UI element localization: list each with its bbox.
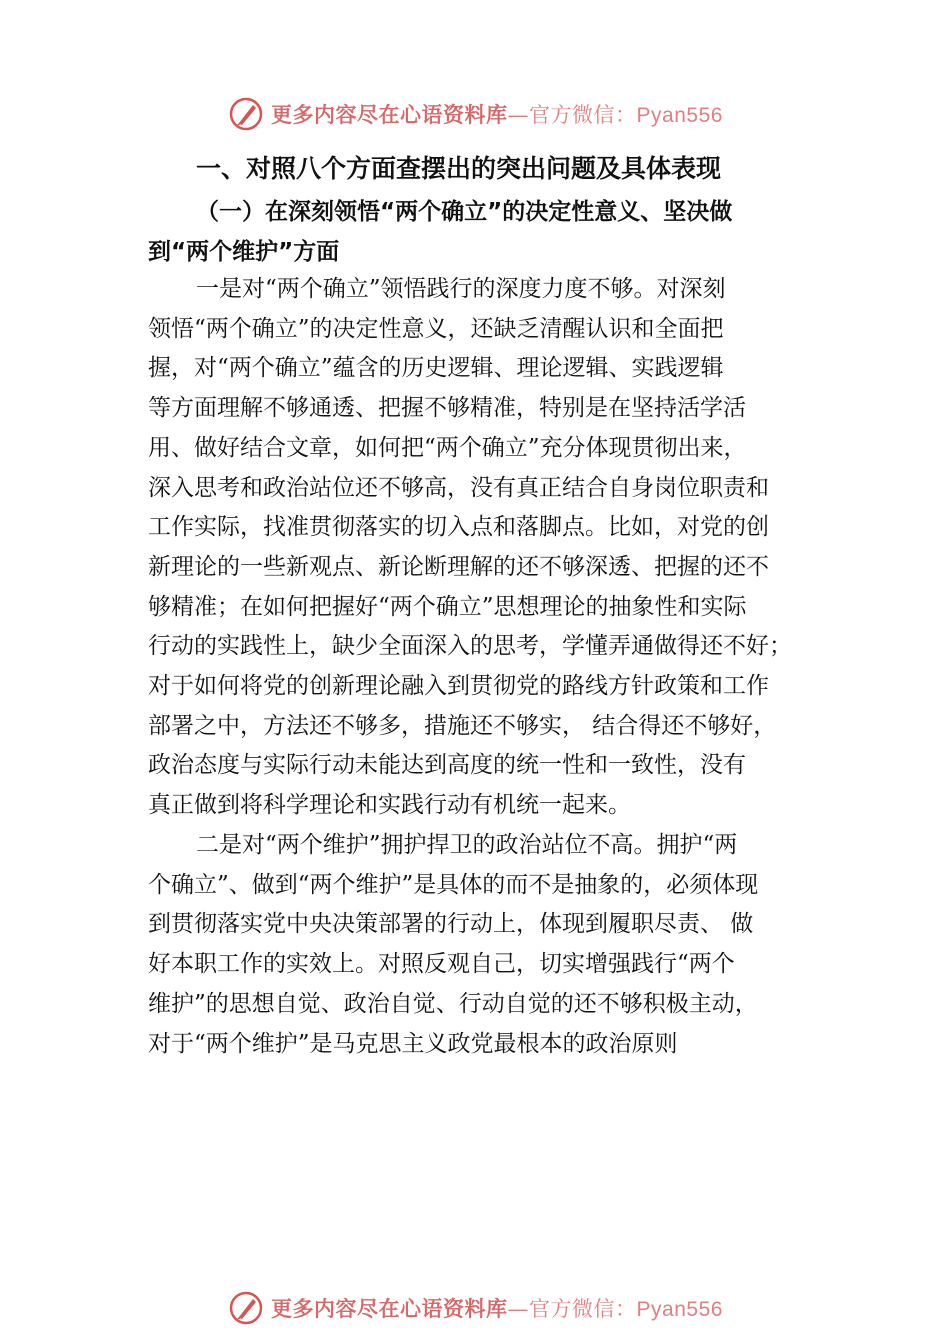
paragraph-line: 行动的实践性上，缺少全面深入的思考，学懂弄通做得还不好； [148, 633, 792, 660]
subheading-line: （一）在深刻领悟“两个确立”的决定性意义、坚决做 [196, 199, 733, 225]
paragraph-line: 到贯彻落实党中央决策部署的行动上，体现到履职尽责、 做 [148, 911, 754, 938]
paragraph-line: 握，对“两个确立”蕴含的历史逻辑、理论逻辑、实践逻辑 [148, 355, 724, 382]
footer-banner [0, 1286, 950, 1330]
subheading-line: 到“两个维护”方面 [148, 239, 340, 265]
banner-separator: — [507, 103, 530, 127]
paragraph-line: 政治态度与实际行动未能达到高度的统一性和一致性，没有 [148, 752, 746, 779]
paragraph-2 [148, 826, 848, 1064]
paragraph-line: 真正做到将科学理论和实践行动有机统一起来。 [148, 792, 631, 819]
subsection-heading [148, 192, 828, 272]
banner-text [271, 1293, 723, 1323]
header-banner [0, 92, 950, 136]
paragraph-line: 用、做好结合文章，如何把“两个确立”充分体现贯彻出来， [148, 434, 747, 461]
paragraph-line: 够精准；在如何把握好“两个确立”思想理论的抽象性和实际 [148, 593, 747, 620]
banner-separator: — [507, 1297, 530, 1321]
banner-wechat: 官方微信：Pyan556 [529, 1298, 723, 1321]
paragraph-line: 深入思考和政治站位还不够高，没有真正结合自身岗位职责和 [148, 474, 769, 501]
paragraph-line: 二是对“两个维护”拥护捍卫的政治站位不高。拥护“两 [196, 832, 738, 858]
paragraph-line: 领悟“两个确立”的决定性意义，还缺乏清醒认识和全面把 [148, 315, 724, 342]
pen-nib-logo-icon [227, 95, 265, 133]
paragraph-line: 等方面理解不够通透、把握不够精准，特别是在坚持活学活 [148, 395, 746, 422]
banner-wechat: 官方微信：Pyan556 [529, 104, 723, 127]
paragraph-line: 工作实际，找准贯彻落实的切入点和落脚点。比如，对党的创 [148, 514, 769, 541]
paragraph-line: 个确立”、做到“两个维护”是具体的而不是抽象的，必须体现 [148, 871, 759, 898]
banner-brand: 更多内容尽在心语资料库 [271, 1296, 508, 1321]
paragraph-line: 一是对“两个确立”领悟践行的深度力度不够。对深刻 [196, 276, 726, 302]
banner-text [271, 99, 723, 129]
paragraph-line: 对于“两个维护”是马克思主义政党最根本的政治原则 [148, 1030, 678, 1057]
paragraph-line: 部署之中，方法还不够多，措施还不够实， 结合得还不够好， [148, 712, 777, 739]
paragraph-line: 新理论的一些新观点、新论断理解的还不够深透、把握的还不 [148, 553, 769, 580]
banner-brand: 更多内容尽在心语资料库 [271, 102, 508, 127]
pen-nib-logo-icon [227, 1289, 265, 1327]
paragraph-line: 对于如何将党的创新理论融入到贯彻党的路线方针政策和工作 [148, 673, 769, 700]
section-heading: 一、对照八个方面查摆出的突出问题及具体表现 [196, 154, 722, 183]
paragraph-line: 维护”的思想自觉、政治自觉、行动自觉的还不够积极主动， [148, 990, 758, 1017]
paragraph-1 [148, 270, 848, 826]
paragraph-line: 好本职工作的实效上。对照反观自己，切实增强践行“两个 [148, 951, 735, 978]
